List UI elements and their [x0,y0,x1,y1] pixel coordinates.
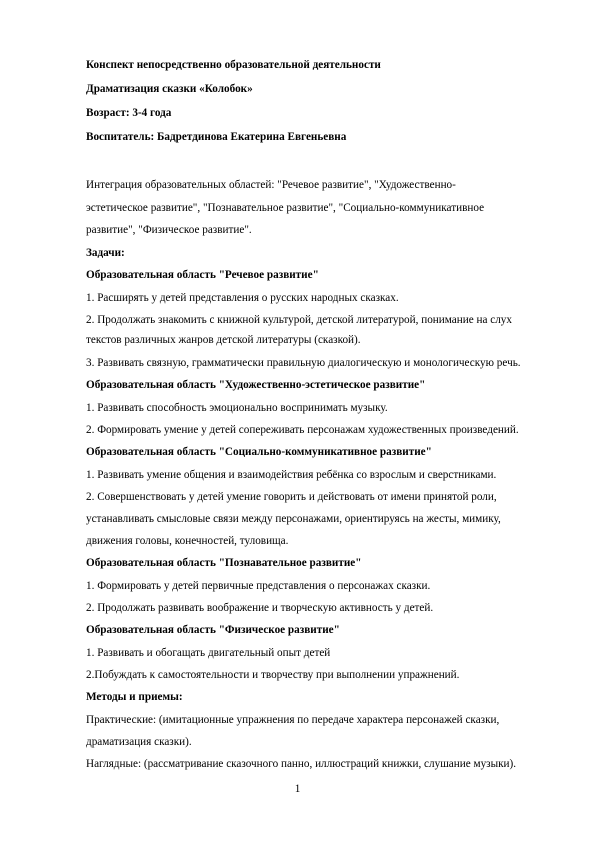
methods-visual: Наглядные: (рассматривание сказочного панно, иллюстраций книжки, слушание музыки). [86,758,517,770]
speech-heading: Образовательная область "Речевое развитие" [86,269,319,281]
art-item-1: 1. Развивать способность эмоционально воспринимать музыку. [86,402,388,414]
speech-item-3: 3. Развивать связную, грамматически правильную диалогическую и монологическую речь. [86,357,521,369]
physical-heading: Образовательная область "Физическое развитие" [86,624,340,636]
doc-title: Конспект непосредственно образовательной деятельности [86,59,381,71]
art-item-2: 2. Формировать умение у детей сопереживать персонажам художественных произведений. [86,424,519,436]
age-line: Возраст: 3-4 года [86,107,172,119]
speech-item-1: 1. Расширять у детей представления о русских народных сказках. [86,292,399,304]
art-heading: Образовательная область "Художественно-эстетическое развитие" [86,379,426,391]
cognitive-heading: Образовательная область "Познавательное развитие" [86,557,362,569]
social-item-2b: устанавливать смысловые связи между персонажами, ориентируясь на жесты, мимику, [86,513,501,525]
cognitive-item-1: 1. Формировать у детей первичные представления о персонажах сказки. [86,580,431,592]
speech-item-2b: текстов различных жанров детской литературы (сказкой). [86,334,361,346]
integration-line-1: Интеграция образовательных областей: "Речевое развитие", "Художественно- [86,179,456,191]
cognitive-item-2: 2. Продолжать развивать воображение и творческую активность у детей. [86,602,434,614]
physical-item-2: 2.Побуждать к самостоятельности и творчеству при выполнении упражнений. [86,669,460,681]
integration-line-3: развитие", "Физическое развитие". [86,224,252,236]
social-item-1: 1. Развивать умение общения и взаимодействия ребёнка со взрослым и сверстниками. [86,469,497,481]
social-heading: Образовательная область "Социально-коммуникативное развитие" [86,446,432,458]
social-item-2a: 2. Совершенствовать у детей умение говорить и действовать от имени принятой роли, [86,491,497,503]
methods-heading: Методы и приемы: [86,691,183,703]
methods-practical-b: драматизация сказки). [86,736,192,748]
page-number: 1 [294,783,301,795]
speech-item-2a: 2. Продолжать знакомить с книжной культурой, детской литературой, понимание на слух [86,314,512,326]
tasks-heading: Задачи: [86,247,125,259]
physical-item-1: 1. Развивать и обогащать двигательный опыт детей [86,647,331,659]
doc-subtitle: Драматизация сказки «Колобок» [86,83,253,95]
integration-line-2: эстетическое развитие", "Познавательное развитие", "Социально-коммуникативное [86,202,485,214]
methods-practical-a: Практические: (имитационные упражнения по передаче характера персонажей сказки, [86,714,500,726]
social-item-2c: движения головы, конечностей, туловища. [86,535,289,547]
teacher-line: Воспитатель: Бадретдинова Екатерина Евгеньевна [86,131,347,143]
